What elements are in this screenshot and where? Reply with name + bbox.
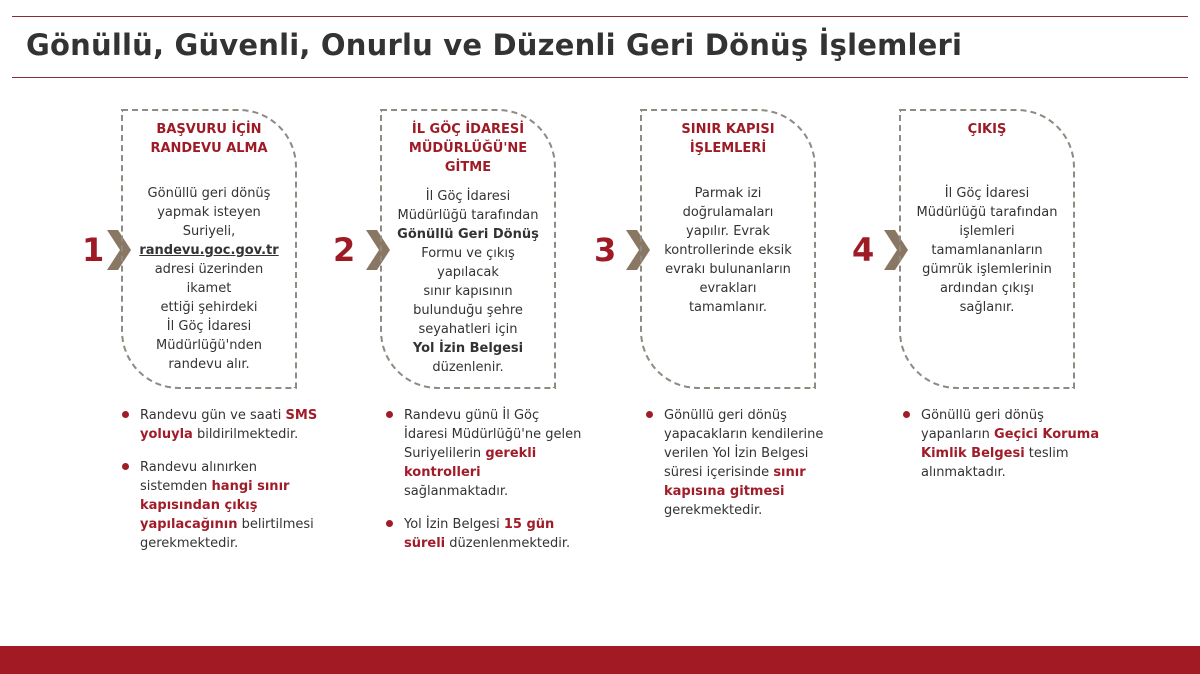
description-line: ikamet — [186, 281, 232, 296]
step-title-line: BAŞVURU İÇİN — [156, 122, 262, 137]
step-title — [642, 120, 814, 158]
bullet-dot-icon — [386, 411, 393, 418]
bullet-dot-icon — [646, 411, 653, 418]
description-line: İl Göç İdaresi — [944, 186, 1030, 201]
note-text: Gönüllü geri dönüş yapanların — [921, 408, 1044, 442]
step-card-1 — [121, 109, 297, 389]
note-highlight: 15 gün süreli — [404, 517, 555, 551]
step-notes-3 — [644, 406, 844, 534]
note-text: gerekmektedir. — [664, 503, 763, 518]
note-item — [384, 515, 584, 553]
page-title: Gönüllü, Güvenli, Onurlu ve Düzenli Geri Dönüş İşlemleri — [26, 28, 963, 62]
step-card-2 — [380, 109, 556, 389]
description-line: Müdürlüğü'nden — [156, 338, 262, 353]
note-highlight: gerekli kontrolleri — [404, 446, 537, 480]
note-highlight: hangi sınır kapısından çıkış yapılacağının — [140, 479, 290, 532]
note-item — [120, 406, 320, 444]
title-bottom-rule — [12, 77, 1188, 78]
description-line: İl Göç İdaresi — [166, 319, 252, 334]
note-text: düzenlenmektedir. — [445, 536, 571, 551]
description-line: tamamlananların — [931, 243, 1043, 258]
note-item — [901, 406, 1101, 482]
note-text: bildirilmektedir. — [192, 427, 299, 442]
note-text: Randevu günü İl Göç İdaresi Müdürlüğü'ne gelen Suriyelilerin — [404, 408, 582, 461]
description-line: Gönüllü Geri Dönüş — [397, 227, 539, 242]
bullet-dot-icon — [386, 520, 393, 527]
description-line: İl Göç İdaresi — [425, 189, 511, 204]
description-line: sağlanır. — [959, 300, 1015, 315]
description-line: kontrollerinde eksik — [664, 243, 792, 258]
step-card-3 — [640, 109, 816, 389]
step-title-line: MÜDÜRLÜĞÜ'NE — [408, 141, 528, 156]
step-description — [123, 184, 295, 374]
description-line: adresi üzerinden — [154, 262, 264, 277]
appointment-link[interactable]: randevu.goc.gov.tr — [139, 243, 279, 258]
description-line: doğrulamaları — [682, 205, 774, 220]
bullet-dot-icon — [903, 411, 910, 418]
note-text: Randevu alınırken sistemden — [140, 460, 257, 494]
description-line: yapılır. Evrak — [686, 224, 770, 239]
note-text: Yol İzin Belgesi — [404, 517, 504, 532]
note-highlight: SMS yoluyla — [140, 408, 318, 442]
step-description — [642, 184, 814, 317]
step-description — [901, 184, 1073, 317]
step-notes-2 — [384, 406, 584, 567]
note-text: Gönüllü geri dönüş yapacakların kendilerine verilen Yol İzin Belgesi süresi içerisinde — [664, 408, 824, 480]
step-title — [382, 120, 554, 177]
description-line: işlemleri — [959, 224, 1015, 239]
description-line: ettiği şehirdeki — [160, 300, 258, 315]
description-line: ardından çıkışı — [939, 281, 1035, 296]
description-line: Müdürlüğü tarafından — [916, 205, 1058, 220]
step-description — [382, 187, 554, 377]
description-line: randevu alır. — [168, 357, 250, 372]
step-card-4 — [899, 109, 1075, 389]
description-line: evrakı bulunanların — [665, 262, 791, 277]
description-line: evrakları — [699, 281, 757, 296]
step-notes-1 — [120, 406, 320, 567]
step-number-1: 1 — [82, 231, 105, 269]
description-line: Yol İzin Belgesi — [412, 341, 524, 356]
bullet-dot-icon — [122, 411, 129, 418]
description-line: yapmak isteyen — [157, 205, 261, 220]
note-highlight: sınır kapısına gitmesi — [664, 465, 806, 499]
step-title-line: İŞLEMLERİ — [689, 141, 767, 156]
description-line: Gönüllü geri dönüş — [147, 186, 271, 201]
step-title-line: ÇIKIŞ — [967, 122, 1007, 137]
step-title-line: RANDEVU ALMA — [150, 141, 268, 156]
description-line: Müdürlüğü tarafından — [397, 208, 539, 223]
description-line: Suriyeli, — [182, 224, 236, 239]
step-title-line: İL GÖÇ İDARESİ — [411, 122, 525, 137]
step-title-line: GİTME — [444, 160, 492, 175]
description-line: Formu ve çıkış — [421, 246, 515, 261]
bullet-dot-icon — [122, 463, 129, 470]
note-item — [384, 406, 584, 501]
note-text: Randevu gün ve saati — [140, 408, 286, 423]
note-item — [120, 458, 320, 553]
step-title — [901, 120, 1073, 139]
note-item — [644, 406, 844, 520]
description-line: Parmak izi — [694, 186, 762, 201]
step-number-2: 2 — [333, 231, 356, 269]
note-text: sağlanmaktadır. — [404, 484, 509, 499]
note-highlight: Geçici Koruma Kimlik Belgesi — [921, 427, 1100, 461]
description-line: düzenlenir. — [432, 360, 504, 375]
title-area — [12, 16, 1188, 78]
description-line: tamamlanır. — [688, 300, 768, 315]
description-line: gümrük işlemlerinin — [922, 262, 1052, 277]
step-title — [123, 120, 295, 158]
footer-bar — [0, 646, 1200, 674]
step-title-line: SINIR KAPISI — [681, 122, 775, 137]
note-text: teslim alınmaktadır. — [921, 446, 1069, 480]
note-text: belirtilmesi gerekmektedir. — [140, 517, 314, 551]
step-notes-4 — [901, 406, 1101, 496]
description-line: seyahatleri için — [418, 322, 518, 337]
step-number-4: 4 — [852, 231, 875, 269]
description-line: sınır kapısının — [423, 284, 513, 299]
description-line: bulunduğu şehre — [413, 303, 523, 318]
step-number-3: 3 — [594, 231, 617, 269]
description-line: yapılacak — [437, 265, 499, 280]
